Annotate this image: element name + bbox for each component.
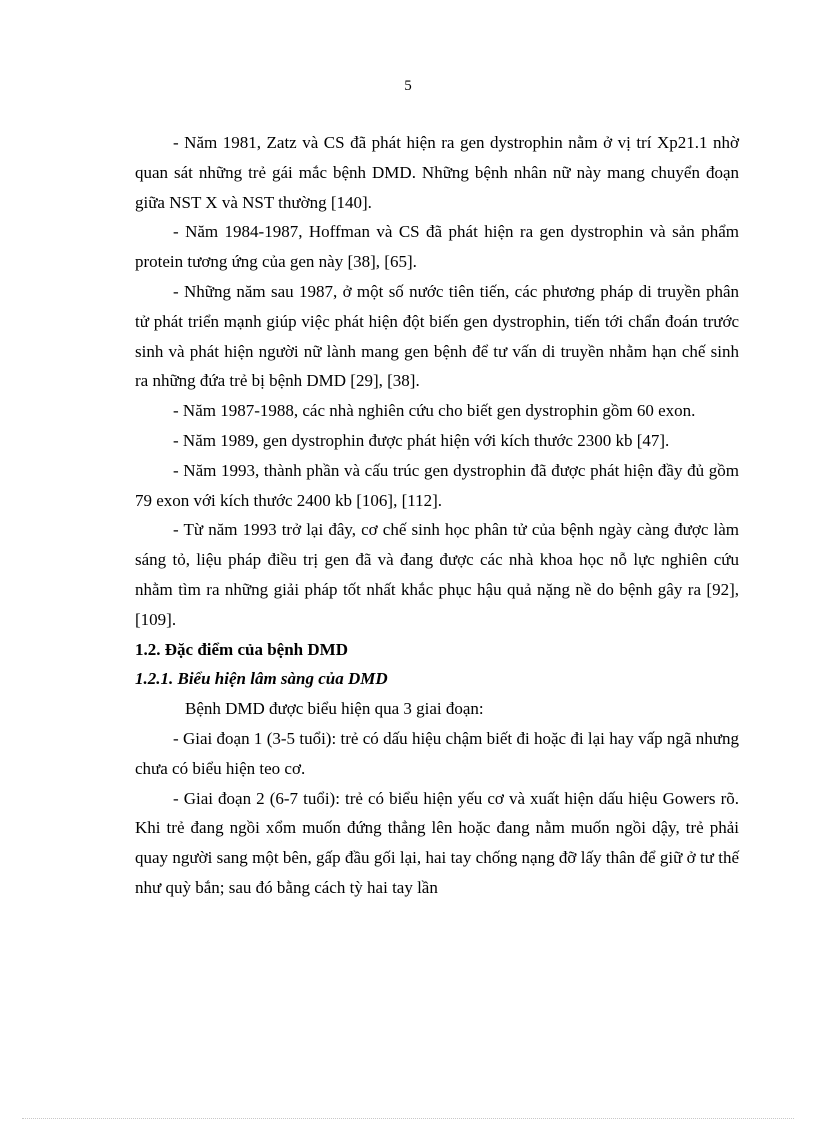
history-paragraph-1984: - Năm 1984-1987, Hoffman và CS đã phát hiện ra gen dystrophin và sản phẩm protein tương ứng của gen này [38], [65]. xyxy=(135,222,739,272)
history-paragraph-since-1993: - Từ năm 1993 trở lại đây, cơ chế sinh học phân tử của bệnh ngày càng được làm sáng tỏ, liệu pháp điều trị gen đã và đang được các nhà khoa học nỗ lực nghiên cứu nhằm tìm ra những giải pháp tốt nhất khắc phục hậu quả nặng nề do bệnh gây ra [92], [109]. xyxy=(135,520,739,629)
stages-intro: Bệnh DMD được biểu hiện qua 3 giai đoạn: xyxy=(185,699,484,719)
subsection-heading: 1.2.1. Biểu hiện lâm sàng của DMD xyxy=(135,669,388,689)
page-number: 5 xyxy=(404,78,412,94)
history-paragraph-1981: - Năm 1981, Zatz và CS đã phát hiện ra gen dystrophin nằm ở vị trí Xp21.1 nhờ quan sát những trẻ gái mắc bệnh DMD. Những bệnh nhân nữ này mang chuyển đoạn giữa NST X và NST thường [140]. xyxy=(135,133,739,212)
history-paragraph-after-1987: - Những năm sau 1987, ở một số nước tiên tiến, các phương pháp di truyền phân tử phát triển mạnh giúp việc phát hiện đột biến gen dystrophin, tiến tới chẩn đoán trước sinh và phát hiện người nữ lành mang gen bệnh để tư vấn di truyền nhằm hạn chế sinh ra những đứa trẻ bị bệnh DMD [29], [38]. xyxy=(135,281,739,391)
history-paragraph-1993: - Năm 1993, thành phần và cấu trúc gen dystrophin đã được phát hiện đầy đủ gồm 79 exon với kích thước 2400 kb [106], [112]. xyxy=(135,460,739,510)
history-paragraph-1989: - Năm 1989, gen dystrophin được phát hiện với kích thước 2300 kb [47]. xyxy=(173,430,670,450)
stage-2-paragraph: - Giai đoạn 2 (6-7 tuổi): trẻ có biểu hiện yếu cơ và xuất hiện dấu hiệu Gowers rõ. Khi trẻ đang ngồi xổm muốn đứng thẳng lên hoặc đang nằm muốn ngồi dậy, trẻ phải quay người sang một bên, gấp đầu gối lại, hai tay chống nạng đỡ lấy thân để giữ ở tư thế như quỳ bắn; sau đó bằng cách tỳ hai tay lần xyxy=(135,788,739,897)
section-heading: 1.2. Đặc điểm của bệnh DMD xyxy=(135,639,348,659)
stage-1-paragraph: - Giai đoạn 1 (3-5 tuổi): trẻ có dấu hiệu chậm biết đi hoặc đi lại hay vấp ngã nhưng chưa có biểu hiện teo cơ. xyxy=(135,728,739,778)
page-bottom-divider xyxy=(22,1118,794,1119)
history-paragraph-1987-1988: - Năm 1987-1988, các nhà nghiên cứu cho biết gen dystrophin gồm 60 exon. xyxy=(173,401,696,421)
document-body xyxy=(135,128,739,903)
